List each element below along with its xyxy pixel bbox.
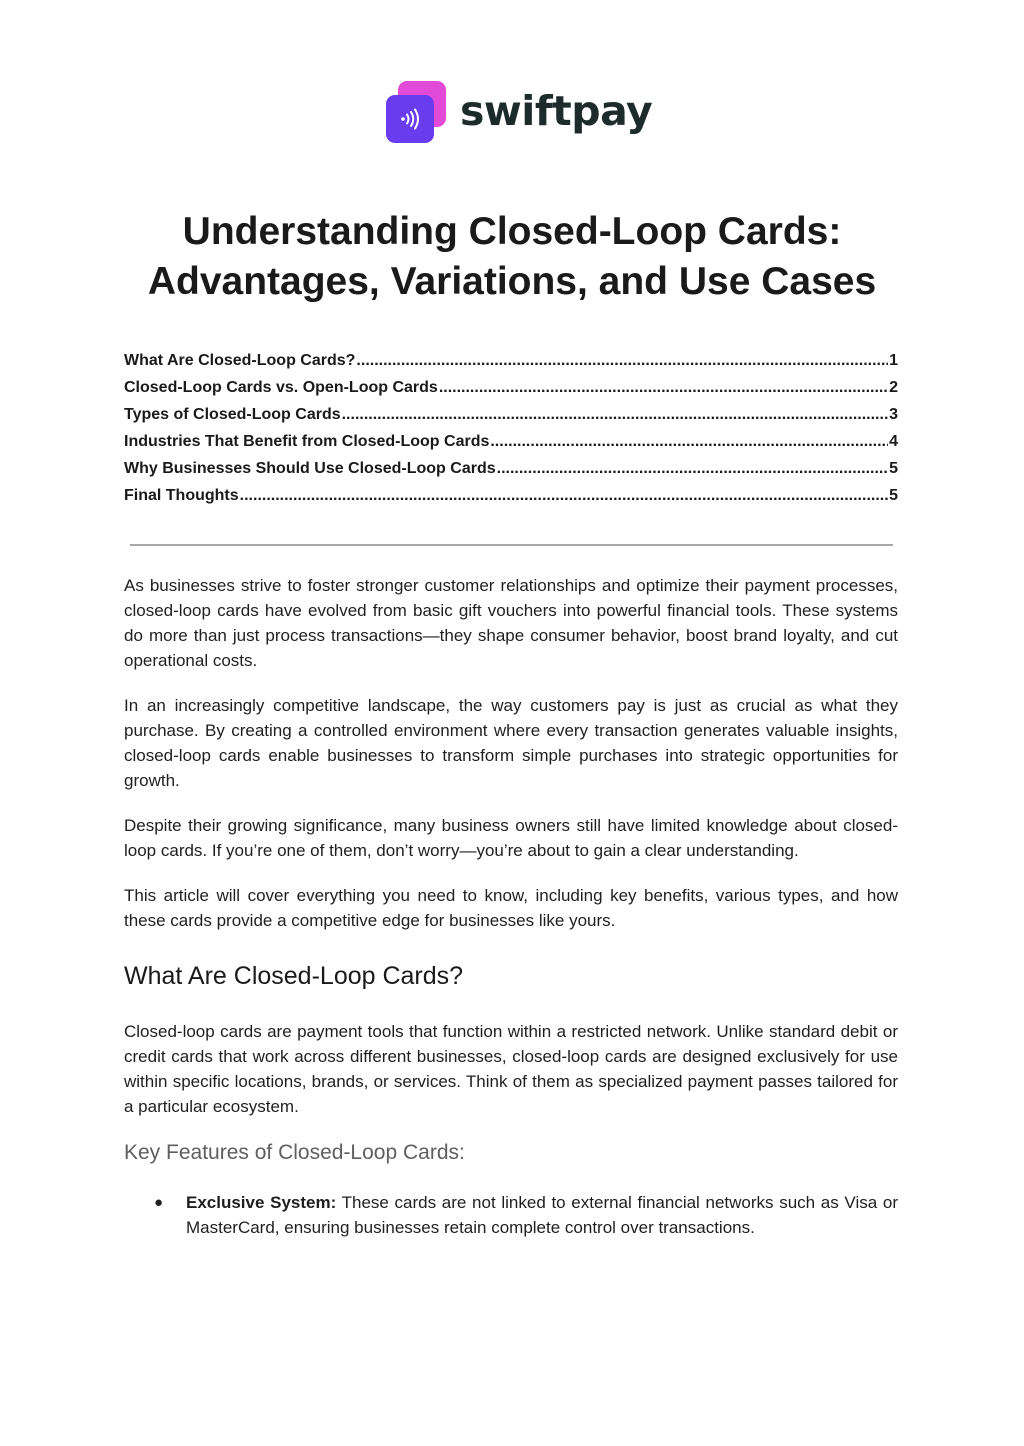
intro-paragraph: As businesses strive to foster stronger customer relationships and optimize their payment processes, closed-loop cards have evolved from basic gift vouchers into powerful financial tools. These systems do more than just process transactions—they shape consumer behavior, boost brand loyalty, and cut operational costs. — [124, 576, 898, 670]
toc-entry-page[interactable]: 4 — [889, 433, 898, 450]
toc-leader-dots — [356, 352, 888, 370]
toc-entry-label[interactable]: What Are Closed-Loop Cards? — [124, 352, 356, 369]
list-item-term: Exclusive System: — [186, 1193, 337, 1212]
toc-leader-dots — [490, 433, 888, 451]
section-heading: What Are Closed-Loop Cards? — [124, 962, 464, 990]
toc-entry-page[interactable]: 3 — [889, 406, 898, 423]
table-of-contents — [124, 352, 898, 514]
intro-paragraph: In an increasingly competitive landscape, the way customers pay is just as crucial as what they purchase. By creating a controlled environment where every transaction generates valuable insights, closed-loop cards enable businesses to transform simple purchases into strategic opportunities for growth. — [124, 696, 898, 790]
document-title — [100, 207, 924, 307]
toc-entry[interactable] — [124, 460, 898, 487]
contactless-icon — [397, 106, 423, 132]
toc-entry-page[interactable]: 1 — [889, 352, 898, 369]
toc-entry-page[interactable]: 5 — [889, 460, 898, 477]
toc-entry-label[interactable]: Why Businesses Should Use Closed-Loop Cards — [124, 460, 496, 477]
swiftpay-wordmark: swiftpay — [460, 86, 653, 135]
toc-leader-dots — [240, 487, 888, 505]
toc-leader-dots — [342, 406, 888, 424]
bullet-icon: ● — [154, 1194, 164, 1211]
title-line-2: Advantages, Variations, and Use Cases — [147, 260, 877, 303]
intro-paragraph: Despite their growing significance, many business owners still have limited knowledge about closed-loop cards. If you’re one of them, don’t worry—you’re about to gain a clear understanding. — [124, 816, 898, 860]
features-list — [124, 1190, 898, 1240]
toc-entry[interactable] — [124, 487, 898, 514]
toc-entry[interactable] — [124, 379, 898, 406]
intro-paragraph: This article will cover everything you need to know, including key benefits, various types, and how these cards provide a competitive edge for businesses like yours. — [124, 886, 898, 930]
swiftpay-logo-mark — [386, 81, 448, 143]
title-line-1: Understanding Closed-Loop Cards: — [182, 210, 842, 253]
toc-leader-dots — [439, 379, 888, 397]
toc-entry-label[interactable]: Final Thoughts — [124, 487, 239, 504]
toc-entry-label[interactable]: Closed-Loop Cards vs. Open-Loop Cards — [124, 379, 438, 396]
toc-entry-label[interactable]: Industries That Benefit from Closed-Loop Cards — [124, 433, 490, 450]
section-paragraph: Closed-loop cards are payment tools that function within a restricted network. Unlike standard debit or credit cards that work across different businesses, closed-loop cards are designed exclusively for use within specific locations, brands, or services. Think of them as specialized payment passes tailored for a particular ecosystem. — [124, 1022, 898, 1116]
toc-entry[interactable] — [124, 406, 898, 433]
list-item — [124, 1190, 898, 1240]
toc-entry[interactable] — [124, 433, 898, 460]
swiftpay-logo — [386, 80, 652, 144]
toc-leader-dots — [497, 460, 888, 478]
toc-entry-page[interactable]: 5 — [889, 487, 898, 504]
list-item-text: These cards are not linked to external financial networks such as Visa or MasterCard, ensuring businesses retain complete control over transactions. — [186, 1193, 898, 1237]
toc-entry-page[interactable]: 2 — [889, 379, 898, 396]
logo-front-square — [386, 95, 434, 143]
horizontal-divider — [130, 544, 893, 546]
article-body — [124, 573, 898, 1240]
toc-entry[interactable] — [124, 352, 898, 379]
toc-entry-label[interactable]: Types of Closed-Loop Cards — [124, 406, 341, 423]
subsection-heading: Key Features of Closed-Loop Cards: — [124, 1141, 465, 1164]
